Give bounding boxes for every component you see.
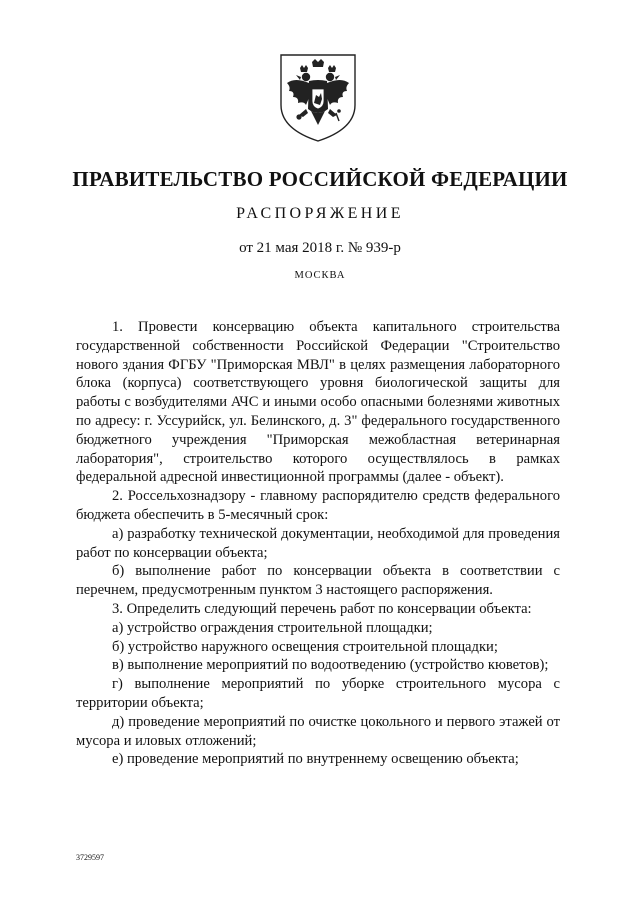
paragraph: д) проведение мероприятий по очистке цокольного и первого этажей от мусора и иловых отложений; (76, 713, 560, 749)
paragraph: б) устройство наружного освещения строительной площадки; (112, 638, 498, 655)
paragraph: г) выполнение мероприятий по уборке строительного мусора с территории объекта; (76, 676, 560, 711)
paragraph: а) разработку технической документации, необходимой для проведения работ по консервации объекта; (76, 525, 560, 561)
document-date-number: от 21 мая 2018 г. № 939-р (239, 240, 401, 256)
paragraph: 1. Провести консервацию объекта капитального строительства государственной собственности Российской Федерации "Строительство нового здания ФГБУ "Приморская МВЛ" в целях размещения лабораторного блока (корпуса) соответствующего уровня биологической защиты для работы с возбудителями АЧС и иными особо опасными болезнями животных по адресу: г. Уссурийск, ул. Белинского, д. 3" федерального государственного бюджетного учреждения "Приморская межобластная ветеринарная лаборатория", строительство которого осуществлялось в рамках федеральной адресной инвестиционной программы (далее - объект). (76, 319, 560, 486)
paragraph: а) устройство ограждения строительной площадки; (112, 619, 433, 636)
document-type: РАСПОРЯЖЕНИЕ (236, 205, 404, 222)
paragraph: 2. Россельхознадзору - главному распорядителю средств федерального бюджета обеспечить в 5-месячный срок: (76, 488, 560, 523)
paragraph: е) проведение мероприятий по внутреннему освещению объекта; (112, 751, 519, 768)
paragraph: в) выполнение мероприятий по водоотведению (устройство кюветов); (112, 657, 549, 674)
document-code: 3729597 (76, 853, 104, 862)
paragraph: 3. Определить следующий перечень работ по консервации объекта: (112, 600, 532, 617)
russian-coat-of-arms-icon (273, 53, 363, 143)
government-title: ПРАВИТЕЛЬСТВО РОССИЙСКОЙ ФЕДЕРАЦИИ (72, 167, 568, 191)
document-body (76, 318, 560, 769)
paragraph: б) выполнение работ по консервации объекта в соответствии с перечнем, предусмотренным пунктом 3 настоящего распоряжения. (76, 563, 560, 599)
document-city: МОСКВА (294, 270, 346, 281)
